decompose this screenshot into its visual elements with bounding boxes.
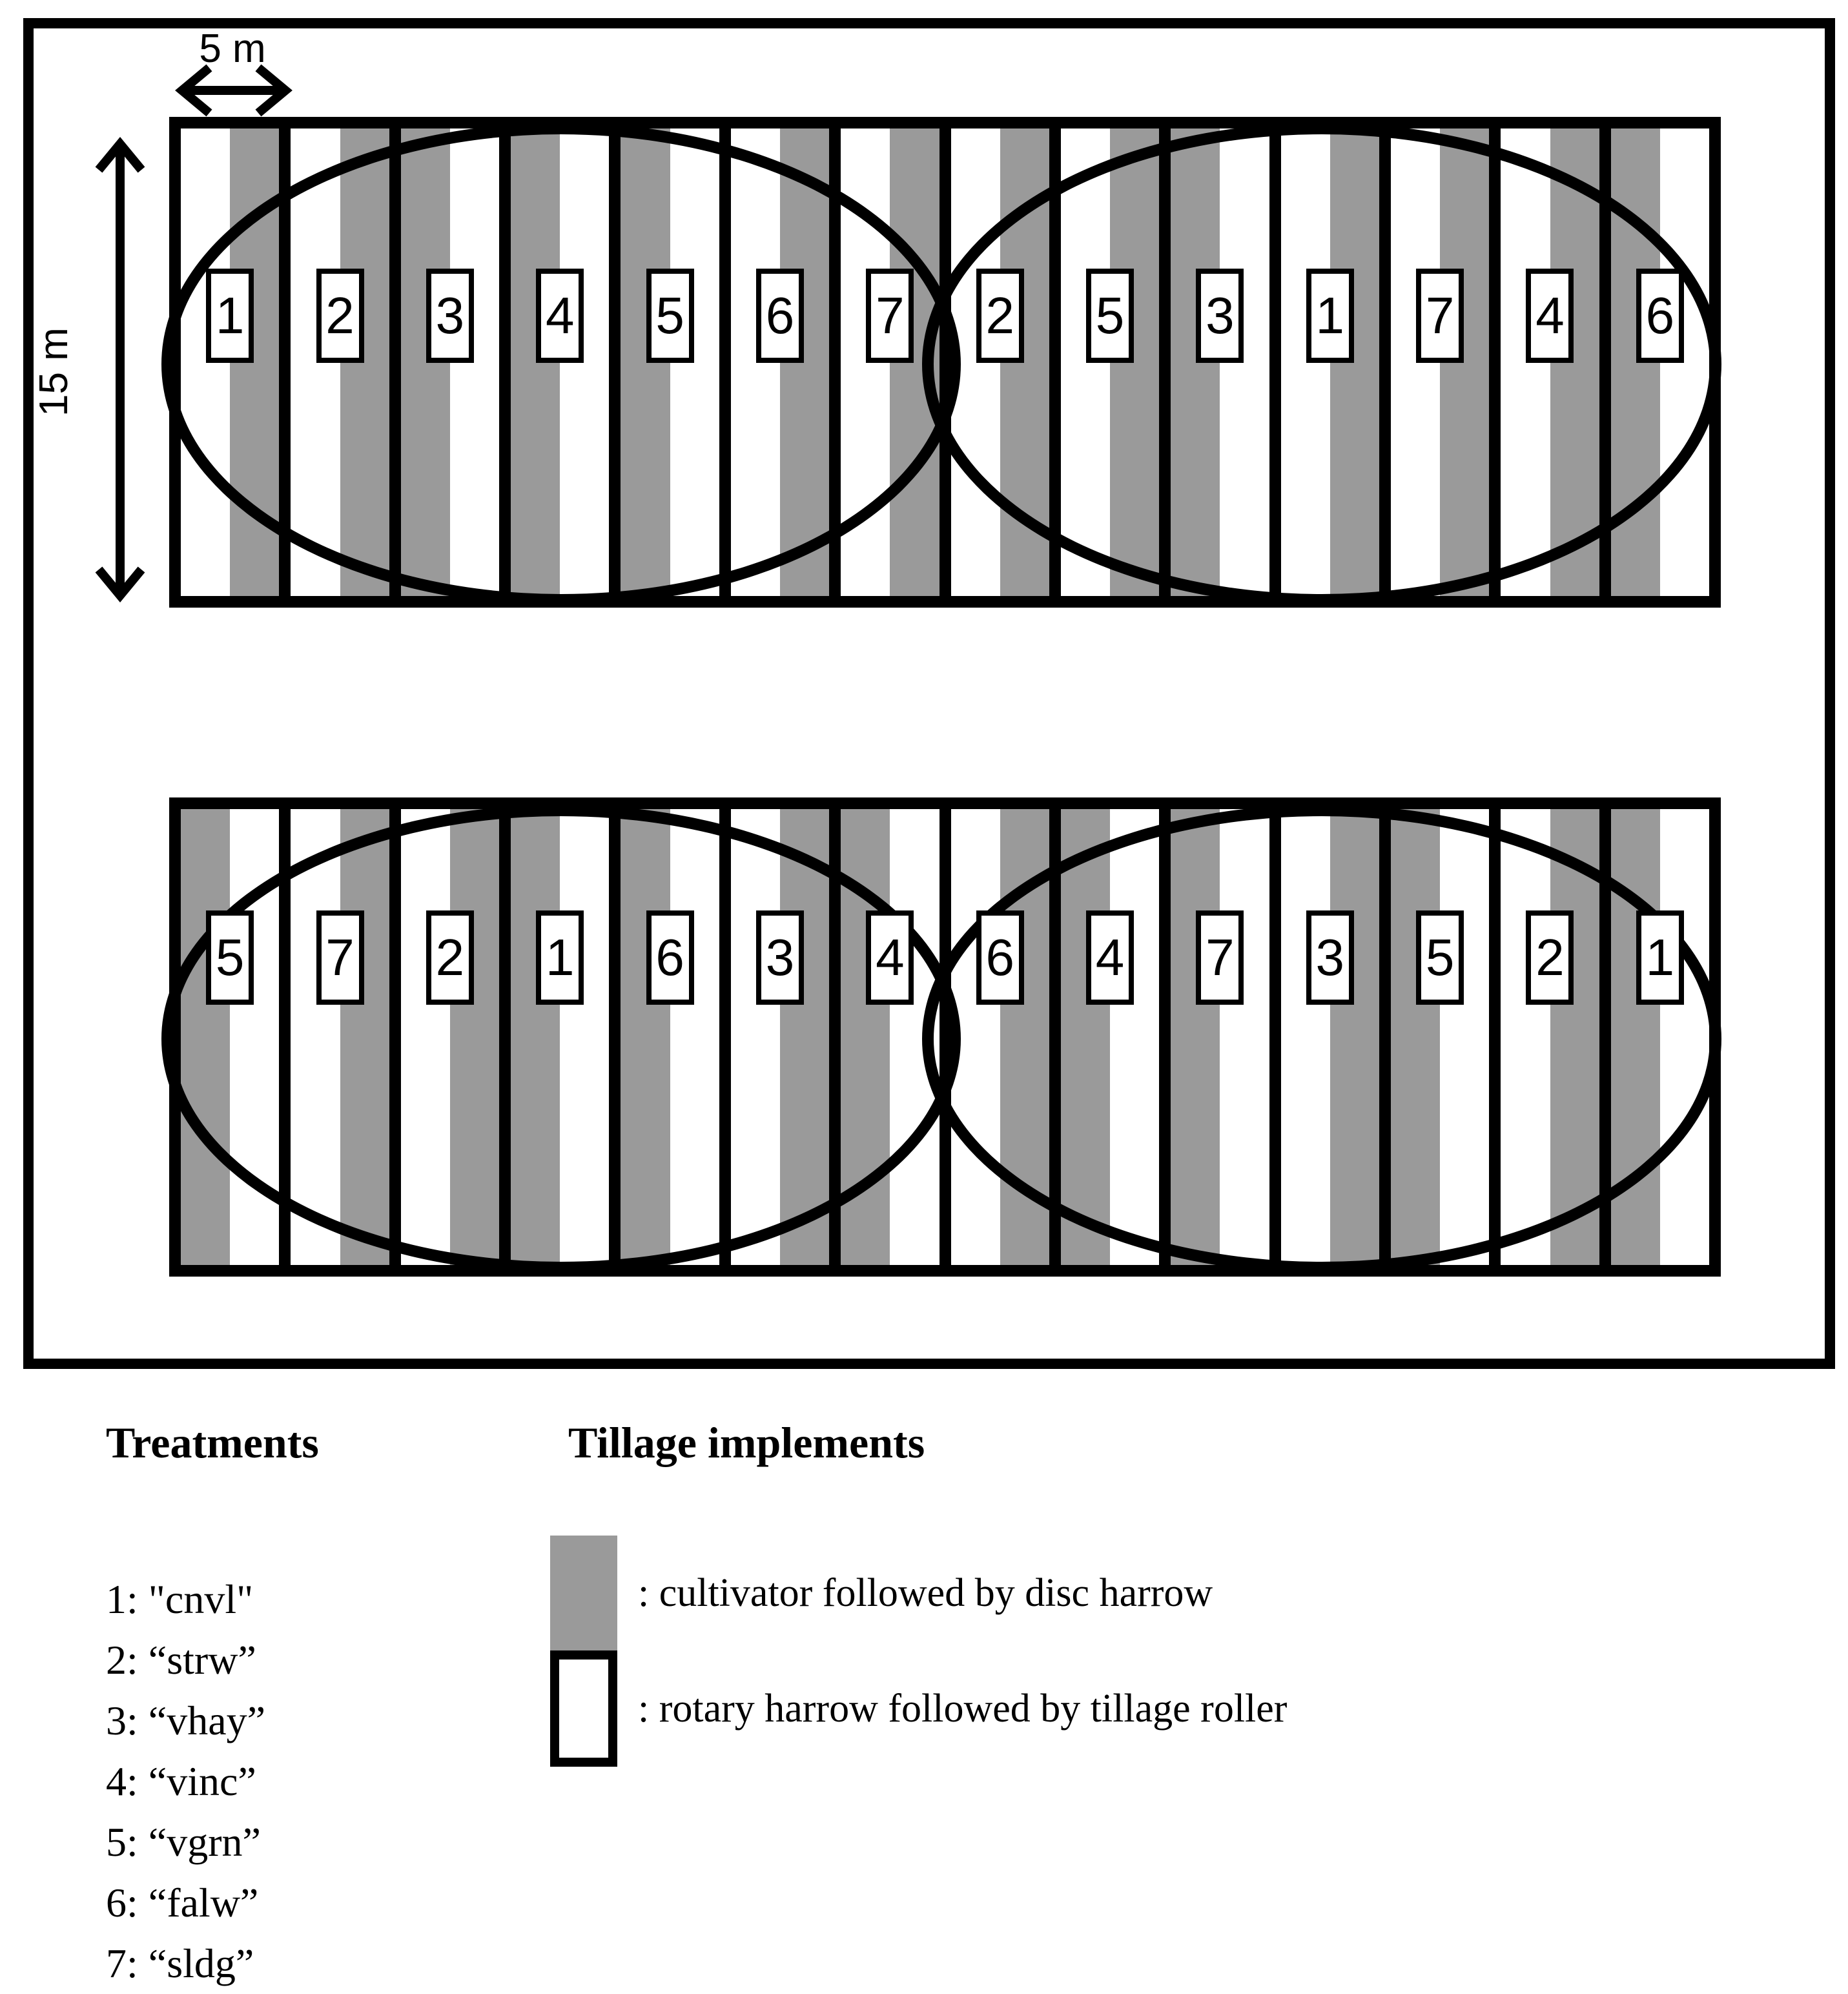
implement-label: : rotary harrow followed by tillage roller bbox=[638, 1686, 1288, 1731]
plot-treatment-label: 5 bbox=[1416, 910, 1464, 1005]
plot-treatment-label: 1 bbox=[1636, 910, 1684, 1005]
plot-treatment-label: 7 bbox=[1196, 910, 1244, 1005]
cultivator-swatch-icon bbox=[550, 1536, 617, 1650]
sampling-ellipse-bottom-right bbox=[922, 805, 1721, 1273]
rotary-harrow-swatch-icon bbox=[550, 1650, 617, 1767]
plot-treatment-label: 4 bbox=[866, 910, 914, 1005]
plot-treatment-label: 7 bbox=[866, 269, 914, 363]
plot-treatment-label: 1 bbox=[1306, 269, 1354, 363]
block-height-dimension-label: 15 m bbox=[32, 327, 76, 416]
plot-treatment-label: 1 bbox=[206, 269, 254, 363]
plot-width-dimension-label: 5 m bbox=[199, 26, 266, 71]
treatment-item: 4: “vinc” bbox=[106, 1758, 256, 1804]
plot-treatment-label: 6 bbox=[1636, 269, 1684, 363]
treatment-item: 3: “vhay” bbox=[106, 1698, 265, 1743]
plot-treatment-label: 1 bbox=[536, 910, 584, 1005]
plot-treatment-label: 2 bbox=[316, 269, 364, 363]
horizontal-double-arrow-icon bbox=[169, 61, 298, 119]
plot-treatment-label: 7 bbox=[316, 910, 364, 1005]
plot-treatment-label: 3 bbox=[1196, 269, 1244, 363]
plot-treatment-label: 2 bbox=[1526, 910, 1574, 1005]
implement-label: : cultivator followed by disc harrow bbox=[638, 1570, 1213, 1615]
plot-treatment-label: 3 bbox=[1306, 910, 1354, 1005]
sampling-ellipse-bottom-left bbox=[161, 805, 961, 1273]
implement-legend-row bbox=[550, 1536, 1287, 1650]
treatment-item: 2: “strw” bbox=[106, 1637, 256, 1683]
treatments-heading: Treatments bbox=[106, 1418, 319, 1467]
plot-treatment-label: 3 bbox=[756, 910, 804, 1005]
plot-treatment-label: 2 bbox=[976, 269, 1024, 363]
treatment-list bbox=[106, 1569, 265, 1994]
sampling-ellipse-top-left bbox=[161, 123, 961, 606]
plot-treatment-label: 5 bbox=[646, 269, 694, 363]
plot-treatment-label: 6 bbox=[756, 269, 804, 363]
plot-treatment-label: 4 bbox=[536, 269, 584, 363]
plot-treatment-label: 5 bbox=[1086, 269, 1134, 363]
plot-treatment-label: 6 bbox=[976, 910, 1024, 1005]
sampling-ellipse-top-right bbox=[922, 123, 1721, 606]
plot-treatment-label: 4 bbox=[1526, 269, 1574, 363]
implement-legend bbox=[550, 1536, 1287, 1767]
plot-treatment-label: 6 bbox=[646, 910, 694, 1005]
plot-treatment-label: 4 bbox=[1086, 910, 1134, 1005]
treatment-item: 7: “sldg” bbox=[106, 1940, 254, 1986]
implement-legend-row bbox=[550, 1650, 1287, 1767]
plot-treatment-label: 7 bbox=[1416, 269, 1464, 363]
treatment-item: 5: “vgrn” bbox=[106, 1819, 261, 1865]
plot-treatment-label: 3 bbox=[426, 269, 474, 363]
treatment-item: 6: “falw” bbox=[106, 1880, 259, 1926]
treatment-item: 1: "cnvl" bbox=[106, 1576, 254, 1622]
plot-treatment-label: 5 bbox=[206, 910, 254, 1005]
implements-heading: Tillage implements bbox=[568, 1418, 925, 1467]
plot-treatment-label: 2 bbox=[426, 910, 474, 1005]
vertical-double-arrow-icon bbox=[91, 132, 149, 607]
